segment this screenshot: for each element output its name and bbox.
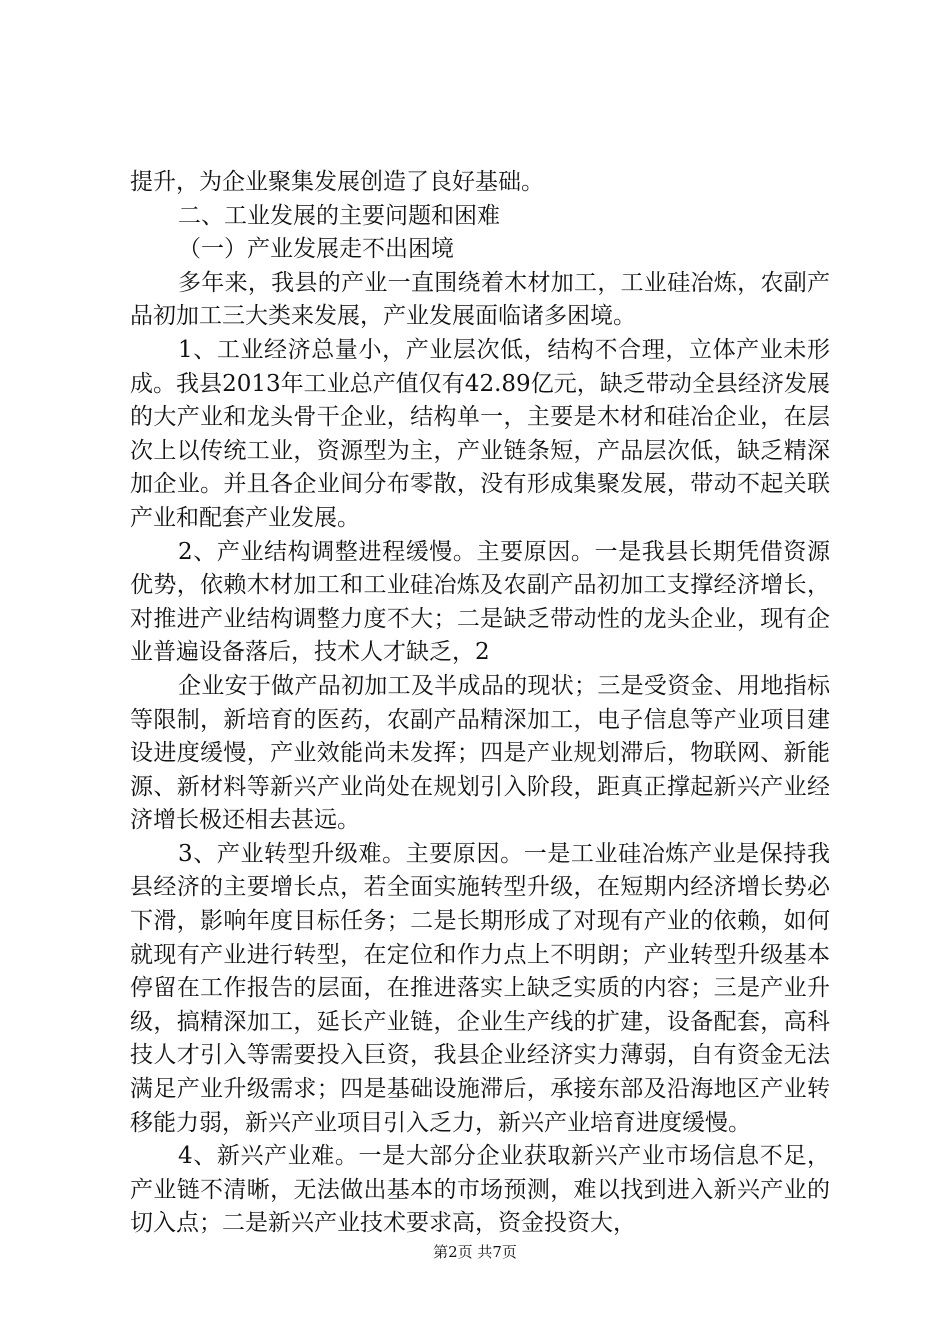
- subsection-heading: （一）产业发展走不出困境: [178, 236, 454, 263]
- paragraph-point-3: 3、产业转型升级难。主要原因。一是工业硅冶炼产业是保持我县经济的主要增长点，若全面实施转型升级，在短期内经济增长势必下滑，影响年度目标任务；二是长期形成了对现有产业的依赖，如何就现有产业进行转型，在定位和作力点上不明朗；产业转型升级基本停留在工作报告的层面，在推进落实上缺乏实质的内容；三是产业升级，搞精深加工，延长产业链，企业生产线的扩建，设备配套，高科技人才引入等需要投入巨资，我县企业经济实力薄弱，自有资金无法满足产业升级需求；四是基础设施滞后，承接东部及沿海地区产业转移能力弱，新兴产业项目引入乏力，新兴产业培育进度缓慢。: [130, 840, 830, 1136]
- paragraph-point-4: 4、新兴产业难。一是大部分企业获取新兴产业市场信息不足，产业链不清晰，无法做出基本的市场预测，难以找到进入新兴产业的切入点；二是新兴产业技术要求高，资金投资大，: [130, 1143, 830, 1237]
- paragraph-point-1: 1、工业经济总量小，产业层次低，结构不合理，立体产业未形成。我县2013年工业总产值仅有42.89亿元，缺乏带动全县经济发展的大产业和龙头骨干企业，结构单一，主要是木材和硅冶企业，在层次上以传统工业，资源型为主，产业链条短，产品层次低，缺乏精深加企业。并且各企业间分布零散，没有形成集聚发展，带动不起关联产业和配套产业发展。: [130, 336, 830, 531]
- paragraph-continuation: 提升，为企业聚集发展创造了良好基础。: [130, 169, 544, 195]
- page-number: 第2页 共7页: [433, 1243, 517, 1261]
- paragraph-intro: 多年来，我县的产业一直围绕着木材加工，工业硅冶炼，农副产品初加工三大类来发展，产业发展面临诸多困境。: [130, 269, 830, 330]
- document-body: [130, 166, 830, 1241]
- paragraph-point-2: 2、产业结构调整进程缓慢。主要原因。一是我县长期凭借资源优势，依赖木材加工和工业硅冶炼及农副产品初加工支撑经济增长，对推进产业结构调整力度不大；二是缺乏带动性的龙头企业，现有企业普遍设备落后，技术人才缺乏，2: [130, 538, 830, 666]
- section-heading: 二、工业发展的主要问题和困难: [178, 202, 500, 229]
- paragraph-point-2-continued: 企业安于做产品初加工及半成品的现状；三是受资金、用地指标等限制，新培育的医药，农副产品精深加工，电子信息等产业项目建设进度缓慢，产业效能尚未发挥；四是产业规划滞后，物联网、新能源、新材料等新兴产业尚处在规划引入阶段，距真正撑起新兴产业经济增长极还相去甚远。: [130, 672, 830, 834]
